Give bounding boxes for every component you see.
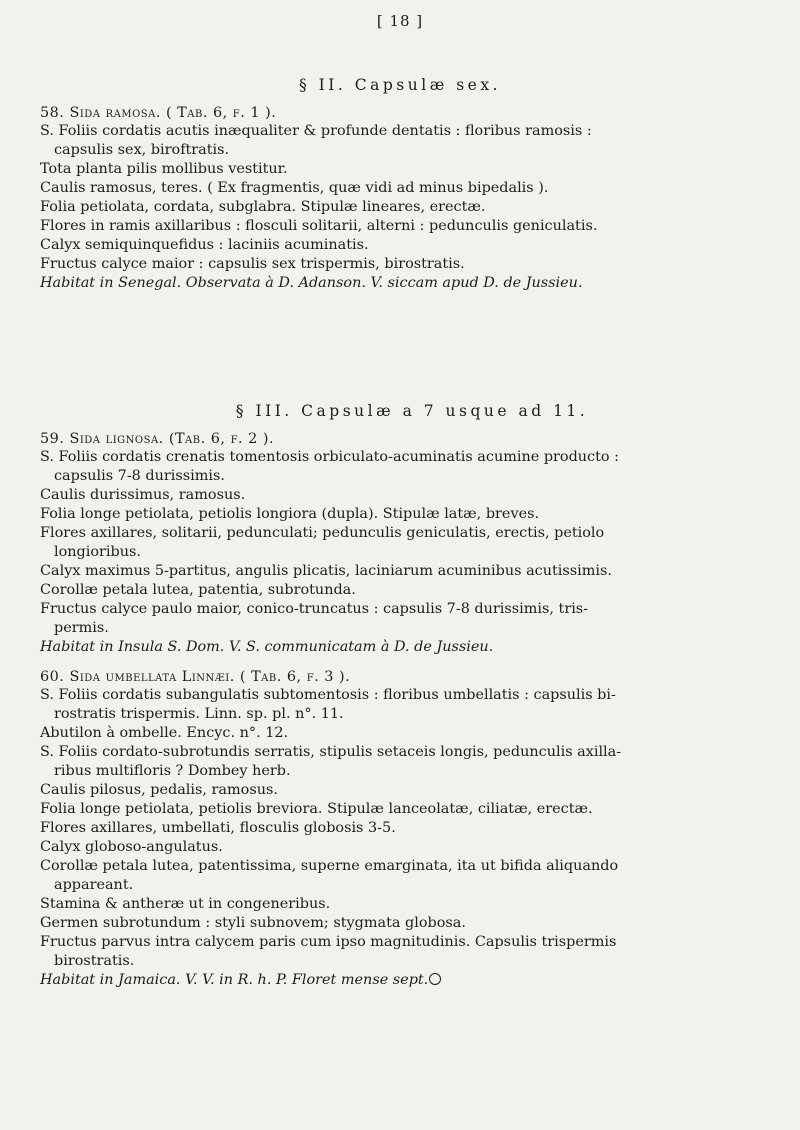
entry-59-diagnosis: S. Foliis cordatis crenatis tomentosis orbiculato-acuminatis acumine producto : xyxy=(40,449,619,465)
entry-60-germen: Germen subrotundum : styli subnovem; stygmata globosa. xyxy=(40,915,466,931)
entry-60-title: 60. Sida umbellata Linnæi. ( Tab. 6, f. 3 ). xyxy=(40,669,351,685)
entry-58-diagnosis-cont: capsulis sex, biroftratis. xyxy=(54,142,230,158)
entry-60-stamina: Stamina & antheræ ut in congeneribus. xyxy=(40,896,331,912)
section-heading-capsulae-7-11: § III. Capsulæ a 7 usque ad 11. xyxy=(235,402,589,420)
entry-60-folia: Folia longe petiolata, petiolis breviora. Stipulæ lanceolatæ, ciliatæ, erectæ. xyxy=(40,801,593,817)
entry-60-habitat: Habitat in Jamaica. V. V. in R. h. P. Floret mense sept. xyxy=(40,971,441,989)
entry-58-title: 58. Sida ramosa. ( Tab. 6, f. 1 ). xyxy=(40,105,277,121)
entry-59-folia: Folia longe petiolata, petiolis longiora (dupla). Stipulæ latæ, breves. xyxy=(40,506,540,522)
page-number: [ 18 ] xyxy=(376,12,424,30)
entry-58-habitat: Habitat in Senegal. Observata à D. Adanson. V. siccam apud D. de Jussieu. xyxy=(40,275,583,291)
entry-58-caulis: Caulis ramosus, teres. ( Ex fragmentis, quæ vidi ad minus bipedalis ). xyxy=(40,180,549,196)
entry-60-diagnosis-cont: rostratis trispermis. Linn. sp. pl. n°. 11. xyxy=(54,706,344,722)
entry-59-fructus: Fructus calyce paulo maior, conico-truncatus : capsulis 7-8 durissimis, tris- xyxy=(40,601,589,617)
entry-60-diagnosis: S. Foliis cordatis subangulatis subtomentosis : floribus umbellatis : capsulis bi- xyxy=(40,687,616,703)
entry-58-folia: Folia petiolata, cordata, subglabra. Stipulæ lineares, erectæ. xyxy=(40,199,486,215)
entry-58-flores: Flores in ramis axillaribus : flosculi solitarii, alterni : pedunculis geniculatis. xyxy=(40,218,598,234)
entry-60-fructus-cont: birostratis. xyxy=(54,953,135,969)
entry-59-fructus-cont: permis. xyxy=(54,620,109,636)
entry-60-synonym-encyc: Abutilon à ombelle. Encyc. n°. 12. xyxy=(40,725,289,741)
entry-60-corolla: Corollæ petala lutea, patentissima, superne emarginata, ita ut bifida aliquando xyxy=(40,858,619,874)
entry-60-calyx: Calyx globoso-angulatus. xyxy=(40,839,223,855)
entry-59-title: 59. Sida lignosa. (Tab. 6, f. 2 ). xyxy=(40,431,275,447)
entry-60-synonym-dombey: S. Foliis cordato-subrotundis serratis, stipulis setaceis longis, pedunculis axilla- xyxy=(40,744,622,760)
entry-59-corolla: Corollæ petala lutea, patentia, subrotunda. xyxy=(40,582,356,598)
entry-58-diagnosis: S. Foliis cordatis acutis inæqualiter & profunde dentatis : floribus ramosis : xyxy=(40,123,592,139)
entry-59-flores-cont: longioribus. xyxy=(54,544,141,560)
entry-60-fructus: Fructus parvus intra calycem paris cum ipso magnitudinis. Capsulis trispermis xyxy=(40,934,617,950)
entry-60-flores: Flores axillares, umbellati, flosculis globosis 3-5. xyxy=(40,820,396,836)
entry-58-description: Tota planta pilis mollibus vestitur. xyxy=(40,161,288,177)
entry-60-synonym-dombey-cont: ribus multifloris ? Dombey herb. xyxy=(54,763,291,779)
entry-59-caulis: Caulis durissimus, ramosus. xyxy=(40,487,246,503)
entry-59-flores: Flores axillares, solitarii, pedunculati; pedunculis geniculatis, erectis, petiolo xyxy=(40,525,605,541)
entry-59-habitat: Habitat in Insula S. Dom. V. S. communicatam à D. de Jussieu. xyxy=(40,639,494,655)
entry-59-calyx: Calyx maximus 5-partitus, angulis plicatis, laciniarum acuminibus acutissimis. xyxy=(40,563,612,579)
entry-60-corolla-cont: appareant. xyxy=(54,877,134,893)
entry-59-diagnosis-cont: capsulis 7-8 durissimis. xyxy=(54,468,225,484)
entry-60-caulis: Caulis pilosus, pedalis, ramosus. xyxy=(40,782,278,798)
entry-58-fructus: Fructus calyce maior : capsulis sex trispermis, birostratis. xyxy=(40,256,465,272)
entry-58-calyx: Calyx semiquinquefidus : laciniis acuminatis. xyxy=(40,237,369,253)
perennial-symbol-icon xyxy=(429,973,441,985)
section-heading-capsulae-sex: § II. Capsulæ sex. xyxy=(299,76,501,94)
